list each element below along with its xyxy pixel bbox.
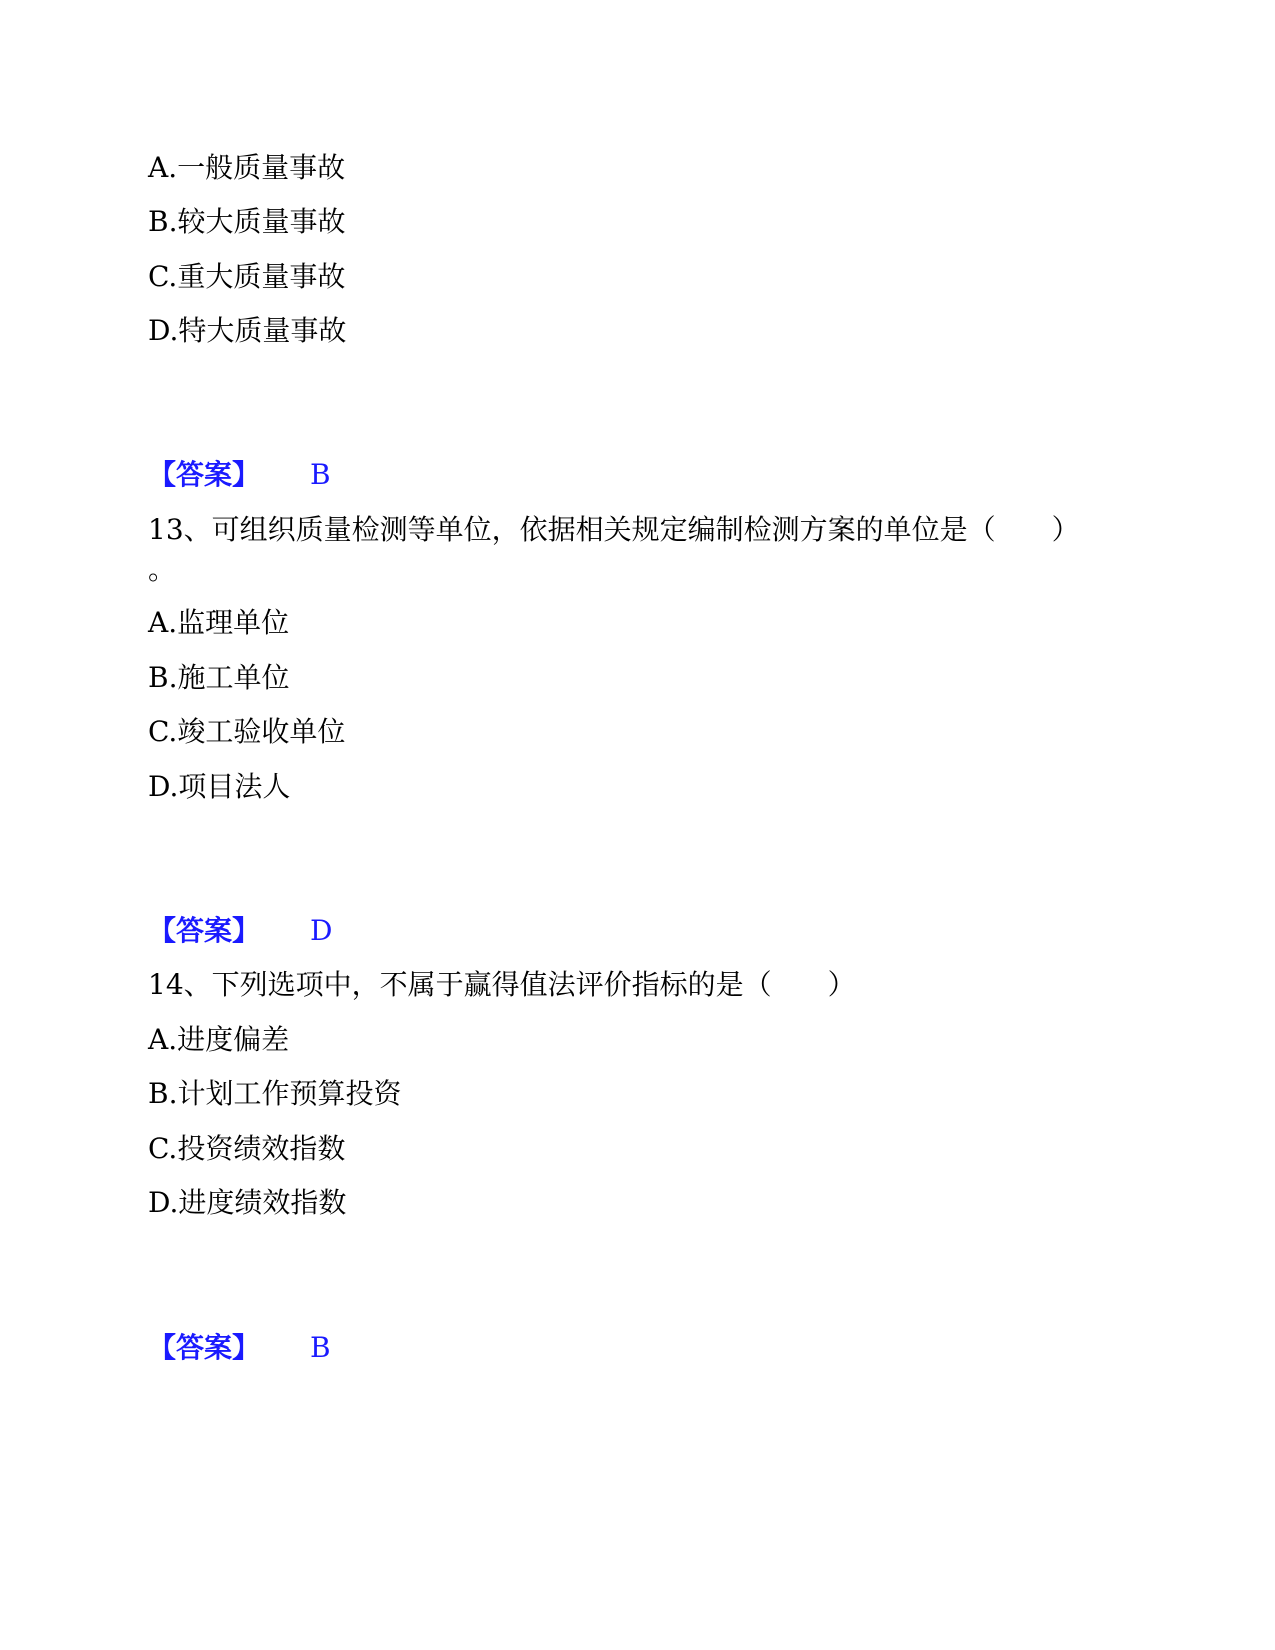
q14-answer xyxy=(148,1330,331,1366)
q12-answer xyxy=(148,457,331,493)
q13-answer-label: 【答案】 xyxy=(148,914,261,947)
q12-answer-label: 【答案】 xyxy=(148,458,261,491)
q13-option-c: C.竣工验收单位 xyxy=(148,715,346,748)
q14-option-b: B.计划工作预算投资 xyxy=(148,1077,402,1110)
q14-stem: 14、下列选项中，不属于赢得值法评价指标的是（ ） xyxy=(148,968,856,1001)
q13-option-d: D.项目法人 xyxy=(148,770,291,803)
q12-option-b: B.较大质量事故 xyxy=(148,205,346,238)
q13-option-b: B.施工单位 xyxy=(148,661,290,694)
q13-answer-value: D xyxy=(310,914,333,947)
q14-option-a: A.进度偏差 xyxy=(148,1023,290,1056)
q13-stem: 13、可组织质量检测等单位，依据相关规定编制检测方案的单位是（ ） xyxy=(148,513,1080,546)
q14-answer-label: 【答案】 xyxy=(148,1331,261,1364)
q13-option-a: A.监理单位 xyxy=(148,606,290,639)
q14-answer-value: B xyxy=(310,1331,331,1364)
q13-stem-tail: 。 xyxy=(148,553,177,586)
q14-option-d: D.进度绩效指数 xyxy=(148,1186,347,1219)
q14-option-c: C.投资绩效指数 xyxy=(148,1132,346,1165)
q12-option-d: D.特大质量事故 xyxy=(148,314,347,347)
q13-answer xyxy=(148,913,332,949)
q12-option-a: A.一般质量事故 xyxy=(148,151,346,184)
q12-answer-value: B xyxy=(310,458,331,491)
q12-option-c: C.重大质量事故 xyxy=(148,260,346,293)
